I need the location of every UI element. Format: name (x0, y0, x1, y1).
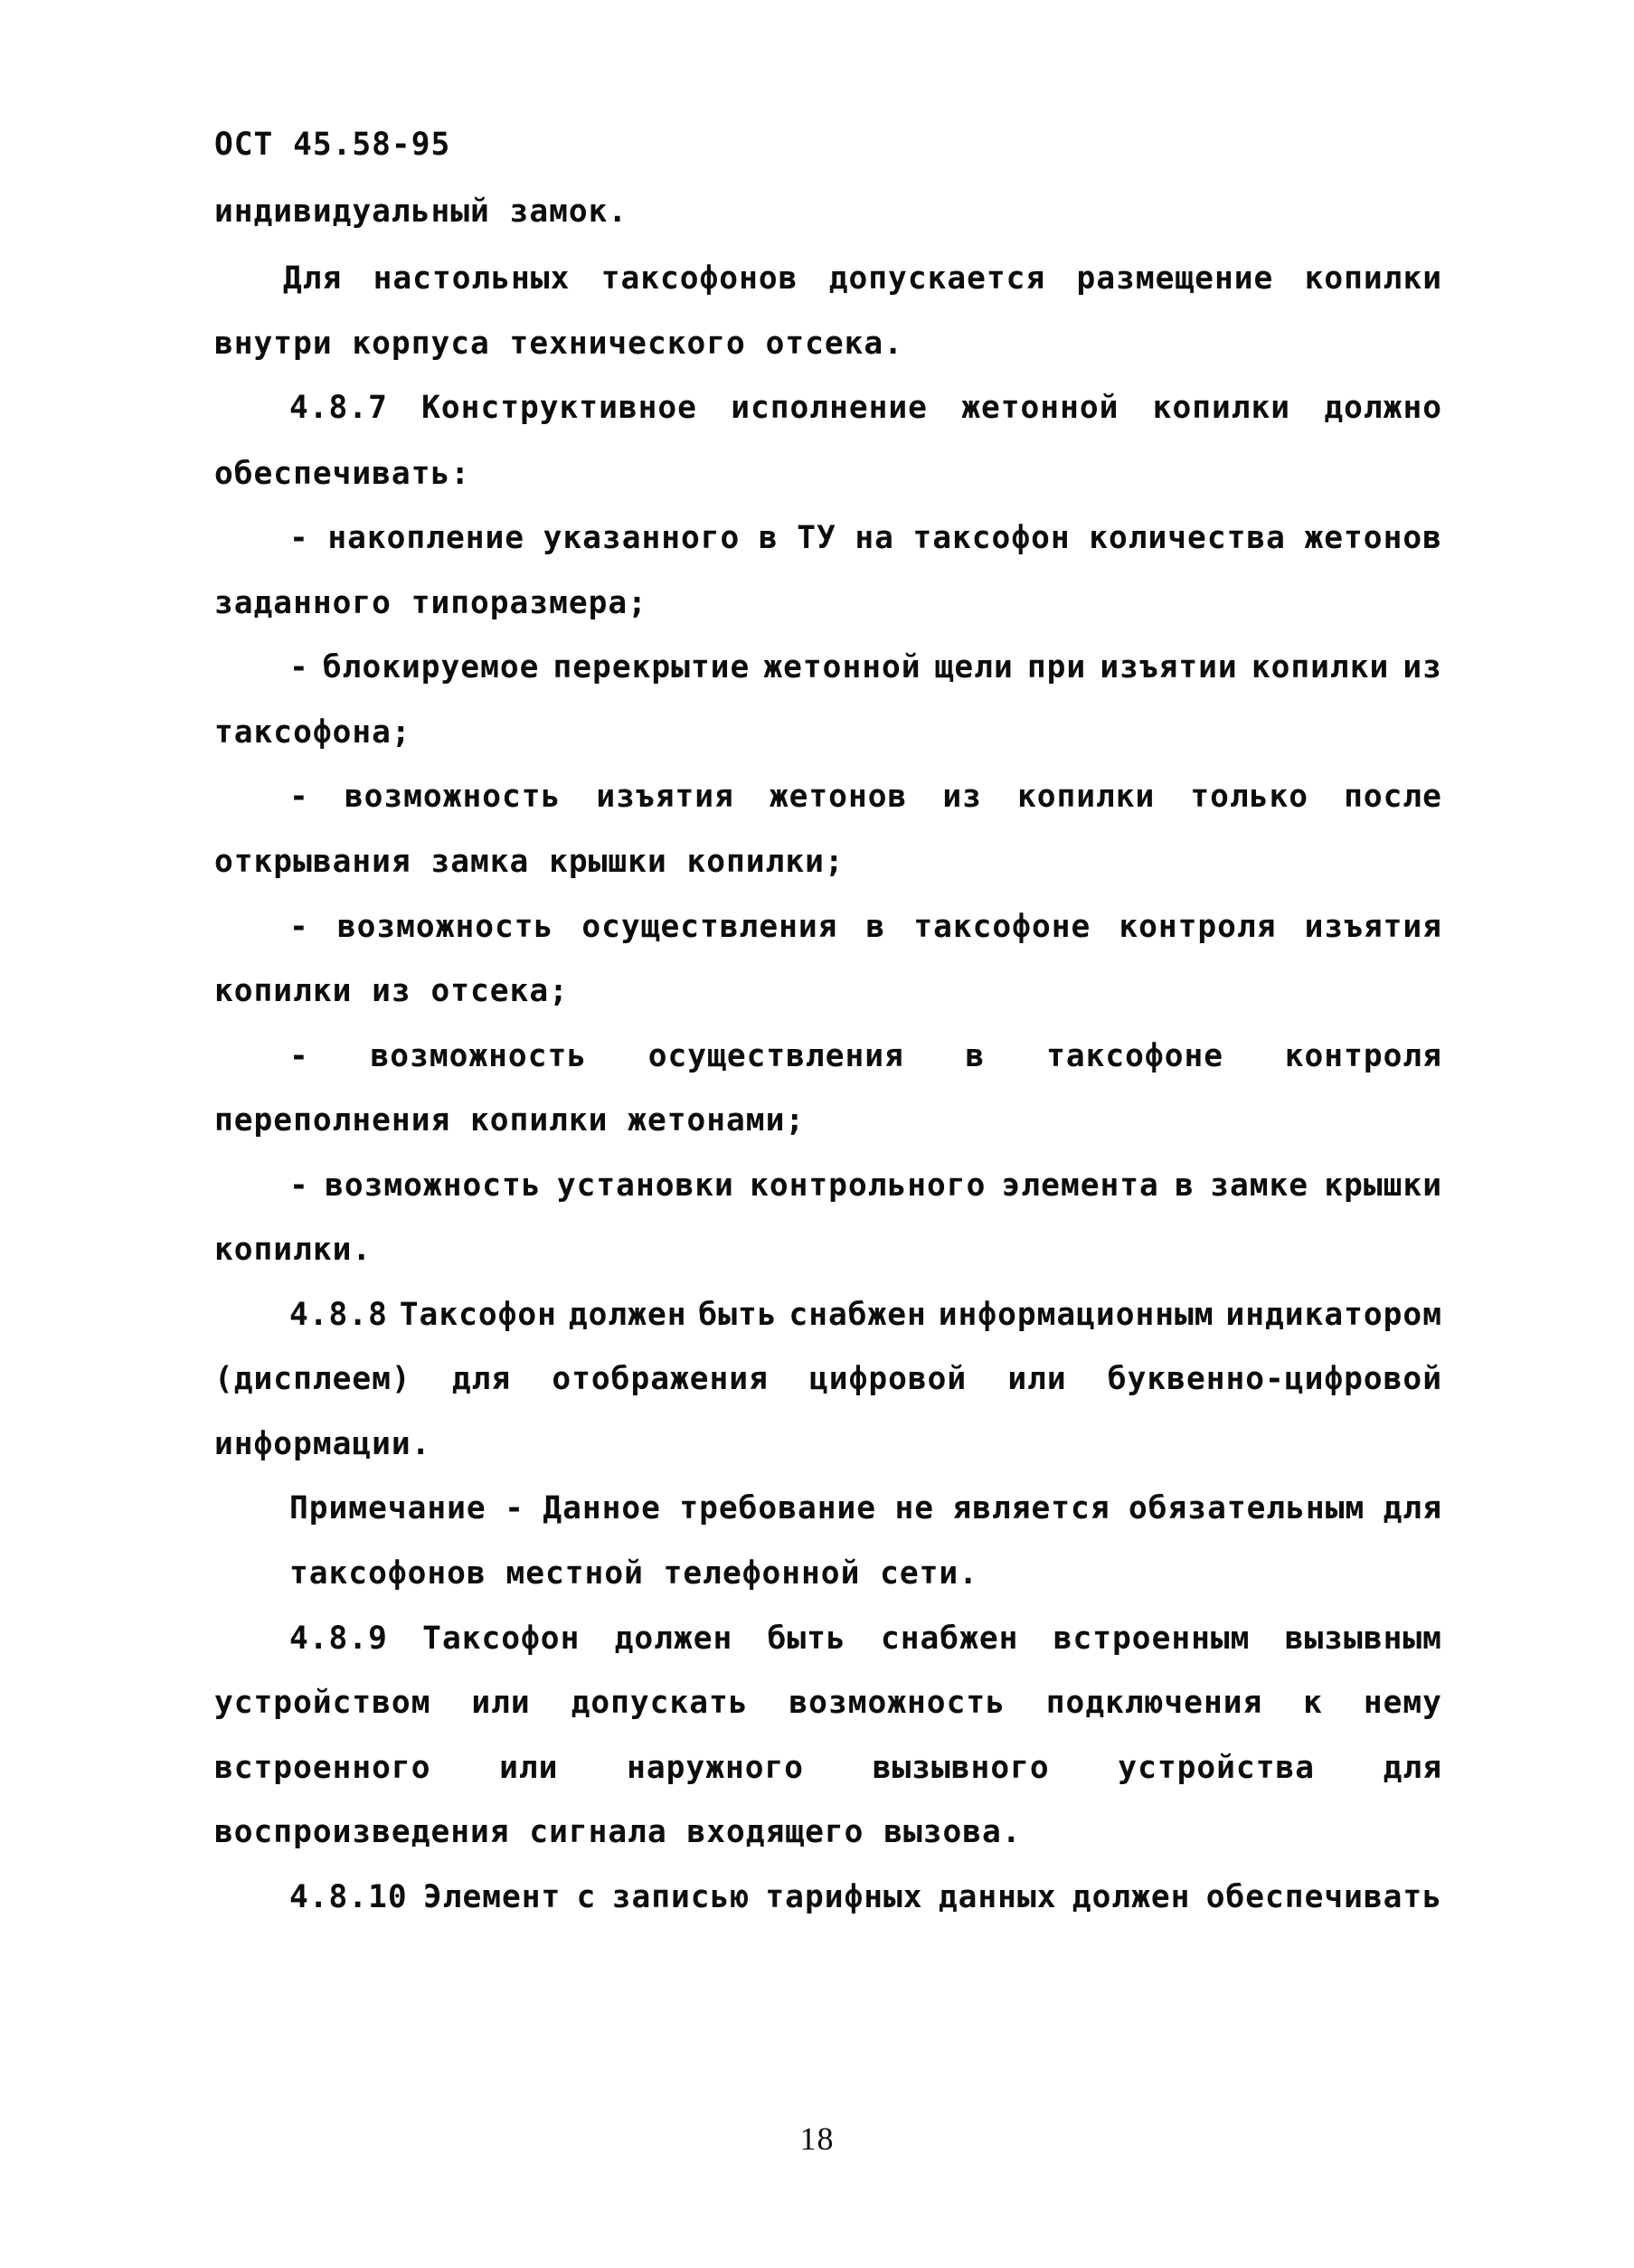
word: буквенно-цифровой (1107, 1361, 1442, 1397)
word: снабжен (881, 1621, 1019, 1657)
word: допускается (828, 260, 1046, 297)
text-line: внутри корпуса технического отсека. (214, 326, 903, 362)
word: копилки (1304, 260, 1442, 297)
word: копилки (1251, 649, 1390, 685)
word: таксофоне (1046, 1038, 1224, 1074)
text-line (214, 1687, 1442, 1719)
word: данных (938, 1879, 1057, 1915)
word: указанного (543, 520, 741, 556)
text-line: переполнения копилки жетонами; (214, 1102, 806, 1139)
word: в (865, 909, 886, 945)
word: возможность (370, 1038, 588, 1074)
text-line: заданного типоразмера; (214, 585, 647, 621)
word: (дисплеем) (214, 1361, 411, 1397)
word: жетонной (763, 649, 921, 685)
word: ТУ (797, 520, 836, 556)
page-number: 18 (799, 2121, 835, 2157)
word: индикатором (1225, 1297, 1442, 1333)
word: должен (568, 1297, 687, 1333)
text-line (289, 1167, 1442, 1204)
text-line (283, 260, 1442, 297)
text-line (289, 649, 1442, 685)
text-line: открывания замка крышки копилки; (214, 844, 845, 880)
word: Для (283, 260, 343, 297)
word: вызывным (1284, 1621, 1442, 1657)
word: - (505, 1490, 524, 1526)
word: в (758, 520, 779, 556)
word: в (1175, 1167, 1195, 1204)
word: информационным (938, 1297, 1214, 1333)
word: наружного (627, 1750, 805, 1786)
text-line (289, 781, 1442, 813)
word: нему (1363, 1685, 1442, 1721)
word: изъятия (1304, 909, 1442, 945)
word: жетонов (1304, 520, 1442, 556)
word: возможность (325, 1167, 542, 1204)
word: возможность (789, 1685, 1006, 1721)
word: настольных (373, 260, 571, 297)
word: для (1383, 1750, 1442, 1786)
word: вызывного (872, 1750, 1050, 1786)
word: должно (1324, 390, 1442, 426)
word: тарифных (765, 1879, 923, 1915)
word: элемента (1001, 1167, 1159, 1204)
word: возможность (344, 779, 562, 815)
text-line (289, 1038, 1442, 1074)
text-line (289, 1299, 1442, 1331)
note-line (289, 1490, 1442, 1526)
word: накопление (327, 520, 525, 556)
word: - (289, 1167, 309, 1204)
word: обеспечивать (1205, 1879, 1442, 1915)
word: возможность (336, 909, 554, 945)
word: - (289, 1038, 309, 1074)
word: обязательным (1129, 1490, 1365, 1526)
word: жетонной (961, 390, 1119, 426)
word: - (289, 649, 309, 685)
word: встроенным (1053, 1621, 1251, 1657)
word: является (952, 1490, 1110, 1526)
word: отображения (552, 1361, 769, 1397)
word: должен (1072, 1879, 1191, 1915)
word: или (499, 1750, 559, 1786)
word: на (855, 520, 894, 556)
word: из (942, 779, 982, 815)
word: устройством (214, 1685, 431, 1721)
text-line (289, 520, 1442, 556)
word: блокируемое (322, 649, 540, 685)
word: только (1190, 779, 1309, 815)
word: встроенного (214, 1750, 431, 1786)
text-line: таксофона; (214, 714, 411, 751)
word: установки (556, 1167, 734, 1204)
text-line: копилки из отсека; (214, 973, 569, 1009)
word: быть (698, 1297, 778, 1333)
word: Элемент (422, 1879, 562, 1915)
text-line (289, 1879, 1442, 1915)
word: таксофонов (600, 260, 798, 297)
word: должен (614, 1621, 733, 1657)
word: жетонов (769, 779, 908, 815)
word: - (289, 779, 309, 815)
word: осуществления (581, 909, 838, 945)
word: для (451, 1361, 512, 1397)
word: крышки (1324, 1167, 1442, 1204)
text-line (289, 1623, 1442, 1655)
word: Данное (543, 1490, 661, 1526)
word: устройства (1118, 1750, 1316, 1786)
word: 4.8.10 (289, 1879, 408, 1915)
word: снабжен (789, 1297, 927, 1333)
word: или (1007, 1361, 1067, 1397)
word: 4.8.9 (289, 1621, 388, 1657)
word: после (1344, 779, 1442, 815)
word: Конструктивное (421, 390, 697, 426)
word: с (576, 1879, 597, 1915)
word: копилки (1152, 390, 1291, 426)
word: не (894, 1490, 935, 1526)
word: быть (767, 1621, 846, 1657)
text-line: воспроизведения сигнала входящего вызова. (214, 1814, 1022, 1850)
word: количества (1089, 520, 1286, 556)
word: при (1026, 649, 1087, 685)
word: изъятии (1100, 649, 1238, 685)
word: требование (679, 1490, 877, 1526)
word: - (289, 909, 309, 945)
word: таксофон (912, 520, 1071, 556)
word: допускать (571, 1685, 749, 1721)
word: - (289, 520, 309, 556)
word: контрольного (750, 1167, 987, 1204)
word: или (471, 1685, 531, 1721)
word: перекрытие (553, 649, 751, 685)
word: копилки (1016, 779, 1156, 815)
text-line: копилки. (214, 1232, 373, 1268)
text-line (214, 1361, 1442, 1397)
word: осуществления (647, 1038, 904, 1074)
word: 4.8.8 (289, 1297, 388, 1333)
word: исполнение (731, 390, 928, 426)
word: Примечание (289, 1490, 486, 1526)
word: к (1303, 1685, 1323, 1721)
word: цифровой (809, 1361, 968, 1397)
word: для (1383, 1490, 1442, 1526)
word: в (965, 1038, 986, 1074)
word: щели (934, 649, 1014, 685)
word: Таксофон (399, 1297, 557, 1333)
word: размещение (1076, 260, 1274, 297)
word: подключения (1045, 1685, 1263, 1721)
text-line (214, 1750, 1442, 1786)
word: таксофоне (913, 909, 1091, 945)
word: Таксофон (422, 1621, 581, 1657)
word: замке (1210, 1167, 1309, 1204)
word: 4.8.7 (289, 390, 388, 426)
word: из (1403, 649, 1442, 685)
word: изъятия (596, 779, 734, 815)
word: контроля (1284, 1038, 1442, 1074)
text-line (289, 909, 1442, 945)
text-line: индивидуальный замок. (214, 194, 628, 230)
note-line: таксофонов местной телефонной сети. (289, 1555, 978, 1592)
text-line: информации. (214, 1426, 431, 1462)
word: контроля (1119, 909, 1277, 945)
word: записью (611, 1879, 751, 1915)
text-line: обеспечивать: (214, 456, 471, 492)
document-code-header: ОСТ 45.58-95 (214, 127, 451, 163)
text-line (289, 392, 1442, 424)
